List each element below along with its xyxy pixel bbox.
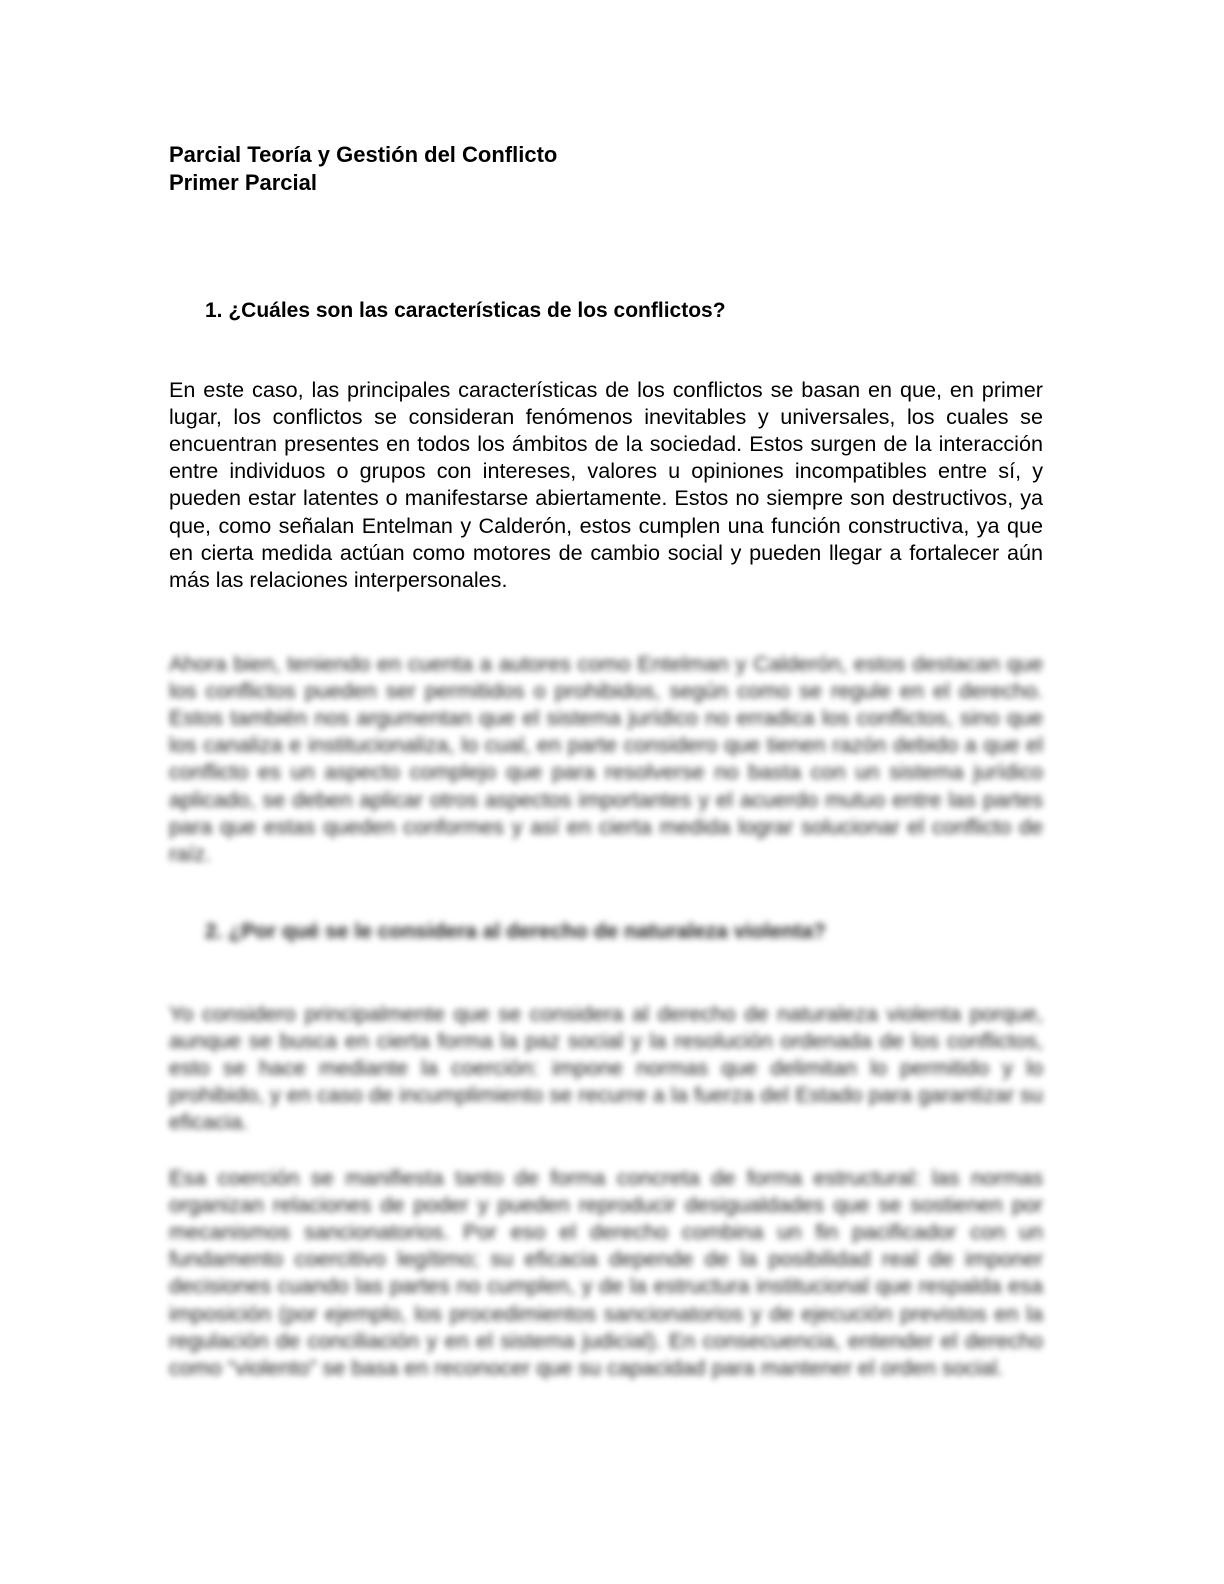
answer-1-paragraph-2-blurred: Ahora bien, teniendo en cuenta a autores como Entelman y Calderón, estos destacan que los conflictos pueden ser permitidos o prohibidos, según como se regule en el derecho. Estos también nos argumentan que el sistema jurídico no erradica los conflictos, sino que los canaliza e institucionaliza, lo cual, en parte considero que tienen razón debido a que el conflicto es un aspecto complejo que para resolverse no basta con un sistema jurídico aplicado, se deben aplicar otros aspectos importantes y el acuerdo mutuo entre las partes para que estas queden conformes y así en cierta medida lograr solucionar el conflicto de raíz. [169, 650, 1043, 867]
question-2-heading-blurred: 2. ¿Por qué se le considera al derecho de naturaleza violenta? [205, 920, 826, 943]
answer-1-paragraph-1: En este caso, las principales características de los conflictos se basan en que, en primer lugar, los conflictos se consideran fenómenos inevitables y universales, los cuales se encuentran presentes en todos los ámbitos de la sociedad. Estos surgen de la interacción entre individuos o grupos con intereses, valores u opiniones incompatibles entre sí, y pueden estar latentes o manifestarse abiertamente. Estos no siempre son destructivos, ya que, como señalan Entelman y Calderón, estos cumplen una función constructiva, ya que en cierta medida actúan como motores de cambio social y pueden llegar a fortalecer aún más las relaciones interpersonales. [169, 376, 1043, 593]
question-1-heading: 1. ¿Cuáles son las características de los conflictos? [205, 299, 726, 322]
document-header [169, 141, 557, 197]
document-title: Parcial Teoría y Gestión del Conflicto [169, 142, 558, 167]
answer-2-paragraph-2-blurred: Esa coerción se manifiesta tanto de forma concreta de forma estructural: las normas organizan relaciones de poder y pueden reproducir desigualdades que se sostienen por mecanismos sancionatorios. Por eso el derecho combina un fin pacificador con un fundamento coercitivo legítimo; su eficacia depende de la posibilidad real de imponer decisiones cuando las partes no cumplen, y de la estructura institucional que respalda esa imposición (por ejemplo, los procedimientos sancionatorios y de ejecución previstos en la regulación de conciliación y en el sistema judicial). En consecuencia, entender el derecho como “violento” se basa en reconocer que su capacidad para mantener el orden social. [169, 1164, 1043, 1381]
answer-2-paragraph-1-blurred: Yo considero principalmente que se considera al derecho de naturaleza violenta porque, aunque se busca en cierta forma la paz social y la resolución ordenada de los conflictos, esto se hace mediante la coerción: impone normas que delimitan lo permitido y lo prohibido, y en caso de incumplimiento se recurre a la fuerza del Estado para garantizar su eficacia. [169, 1000, 1043, 1135]
document-subtitle: Primer Parcial [169, 170, 317, 195]
